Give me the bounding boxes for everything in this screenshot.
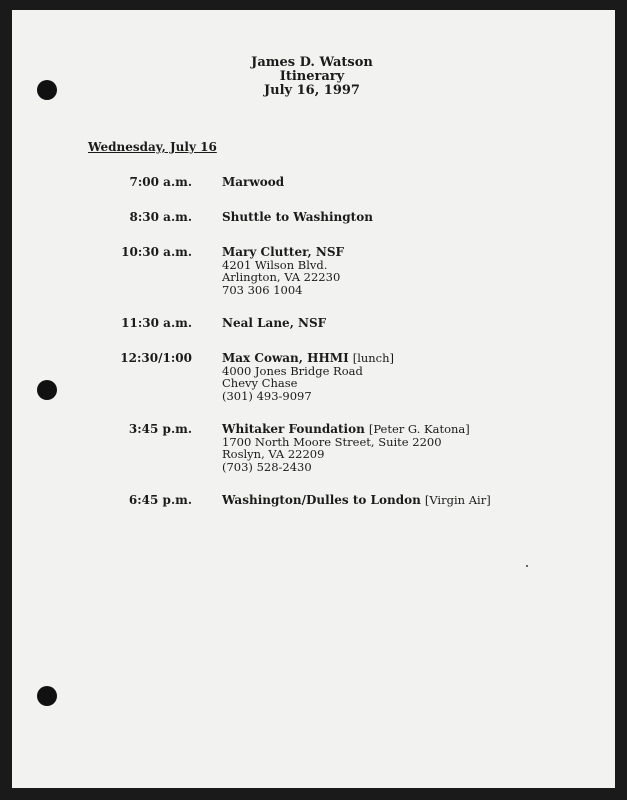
entry-time: 3:45 p.m. bbox=[128, 422, 192, 436]
entry-time: 11:30 a.m. bbox=[121, 316, 192, 330]
entry-address-line: 4201 Wilson Blvd. bbox=[222, 257, 328, 272]
entry-title: Shuttle to Washington bbox=[222, 210, 373, 224]
entry-detail bbox=[222, 211, 373, 224]
entry-title: Mary Clutter, NSF bbox=[222, 245, 345, 259]
punch-hole-middle bbox=[37, 380, 57, 400]
entry-note: [Peter G. Katona] bbox=[368, 422, 470, 436]
header-date: July 16, 1997 bbox=[264, 83, 360, 98]
paper-speck bbox=[526, 565, 528, 567]
entry-title: Max Cowan, HHMI bbox=[222, 351, 349, 365]
entry-address-line: Roslyn, VA 22209 bbox=[222, 447, 325, 461]
entry-detail bbox=[222, 317, 326, 330]
entry-detail bbox=[222, 176, 284, 189]
entry-detail bbox=[222, 352, 394, 402]
entry-detail bbox=[222, 246, 344, 296]
paper-sheet bbox=[12, 10, 615, 788]
document-header bbox=[12, 56, 612, 98]
entry-time: 7:00 a.m. bbox=[129, 175, 192, 189]
entry-phone: (301) 493-9097 bbox=[222, 388, 312, 403]
entry-detail bbox=[222, 423, 470, 473]
header-name: James D. Watson bbox=[251, 55, 373, 70]
entry-title: Washington/Dulles to London bbox=[222, 493, 421, 507]
entry-time: 10:30 a.m. bbox=[121, 245, 192, 259]
entry-phone: (703) 528-2430 bbox=[222, 459, 312, 474]
entry-note: [lunch] bbox=[352, 351, 395, 365]
entry-time: 8:30 a.m. bbox=[129, 210, 192, 224]
entry-address-line: 4000 Jones Bridge Road bbox=[222, 363, 363, 378]
entry-address-line: Arlington, VA 22230 bbox=[222, 270, 341, 284]
entry-title: Neal Lane, NSF bbox=[222, 316, 327, 330]
entry-phone: 703 306 1004 bbox=[222, 282, 303, 297]
entry-address-line: 1700 North Moore Street, Suite 2200 bbox=[222, 434, 442, 449]
header-title: Itinerary bbox=[279, 69, 345, 84]
entry-time: 12:30/1:00 bbox=[120, 351, 192, 365]
entry-note: [Virgin Air] bbox=[424, 493, 491, 507]
day-heading: Wednesday, July 16 bbox=[88, 140, 217, 154]
entry-title: Marwood bbox=[222, 175, 285, 189]
entry-time: 6:45 p.m. bbox=[128, 493, 192, 507]
entry-detail bbox=[222, 494, 491, 507]
entry-title: Whitaker Foundation bbox=[222, 422, 365, 436]
punch-hole-bottom bbox=[37, 686, 57, 706]
entry-address-line: Chevy Chase bbox=[222, 376, 298, 390]
